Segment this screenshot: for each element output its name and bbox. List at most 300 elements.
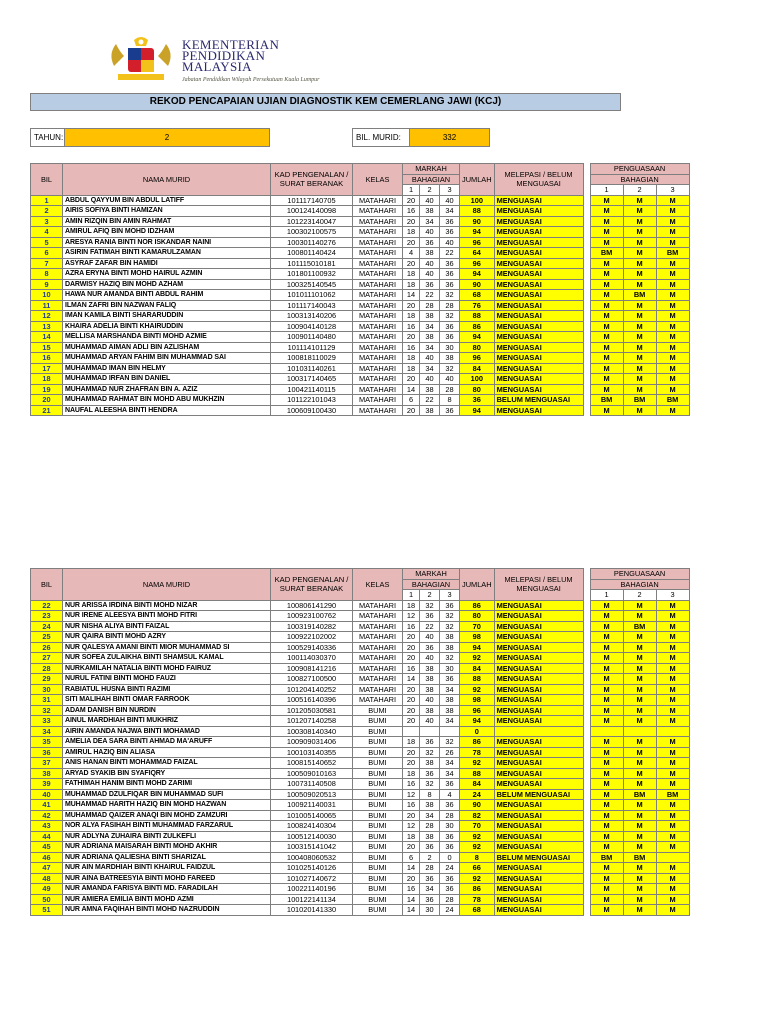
status: MENGUASAI (494, 684, 583, 695)
class-name: BUMI (353, 737, 403, 748)
mark-1: 20 (403, 374, 420, 385)
spacer (583, 621, 590, 632)
col-kelas: KELAS (353, 164, 403, 196)
mastery-2 (623, 726, 656, 737)
spacer (583, 600, 590, 611)
mastery-1: M (590, 884, 623, 895)
id-number: 101223140047 (271, 216, 353, 227)
class-name: BUMI (353, 726, 403, 737)
class-name: MATAHARI (353, 600, 403, 611)
mastery-2: M (623, 810, 656, 821)
status: MENGUASAI (494, 300, 583, 311)
class-name: MATAHARI (353, 269, 403, 280)
mark-3: 34 (440, 758, 460, 769)
class-name: MATAHARI (353, 642, 403, 653)
student-name: MUHAMMAD IRFAN BIN DANIEL (63, 374, 271, 385)
mark-3: 28 (440, 894, 460, 905)
status: MENGUASAI (494, 216, 583, 227)
spacer (583, 258, 590, 269)
id-number: 100827100500 (271, 674, 353, 685)
row-bil: 49 (31, 884, 63, 895)
student-name: AMIRUL HAZIQ BIN ALIASA (63, 747, 271, 758)
mark-2: 40 (420, 632, 440, 643)
id-number: 100408060532 (271, 852, 353, 863)
mastery-3: M (656, 342, 689, 353)
mark-3: 4 (440, 789, 460, 800)
mastery-2: M (623, 758, 656, 769)
col-penguasaan: PENGUASAAN (590, 164, 689, 175)
id-number: 101025140126 (271, 863, 353, 874)
table-row (31, 821, 690, 832)
class-name: MATAHARI (353, 216, 403, 227)
total: 66 (460, 863, 495, 874)
spacer (583, 737, 590, 748)
table-row (31, 206, 690, 217)
mark-3: 32 (440, 290, 460, 301)
mark-1: 20 (403, 258, 420, 269)
mastery-1: M (590, 632, 623, 643)
id-number: 100609100430 (271, 405, 353, 416)
mastery-1: M (590, 621, 623, 632)
mark-1: 20 (403, 758, 420, 769)
total: 94 (460, 405, 495, 416)
mastery-2: M (623, 216, 656, 227)
mark-1: 18 (403, 768, 420, 779)
mastery-1: M (590, 290, 623, 301)
col-melepasi: MELEPASI / BELUM MENGUASAI (494, 164, 583, 196)
status: MENGUASAI (494, 321, 583, 332)
col-p2: 2 (623, 590, 656, 601)
col-p1: 1 (590, 590, 623, 601)
table-row (31, 258, 690, 269)
spacer (583, 227, 590, 238)
mark-1: 16 (403, 342, 420, 353)
mark-3: 34 (440, 716, 460, 727)
total: 96 (460, 237, 495, 248)
mastery-3: M (656, 216, 689, 227)
class-name: MATAHARI (353, 227, 403, 238)
mastery-1: M (590, 800, 623, 811)
id-number: 101122101043 (271, 395, 353, 406)
mastery-3: M (656, 894, 689, 905)
table-row (31, 353, 690, 364)
mark-3: 36 (440, 332, 460, 343)
mark-3 (440, 726, 460, 737)
table-row (31, 810, 690, 821)
total: 88 (460, 768, 495, 779)
mastery-1: M (590, 684, 623, 695)
id-number: 100421140115 (271, 384, 353, 395)
mastery-1: M (590, 779, 623, 790)
spacer (583, 852, 590, 863)
mark-2: 38 (420, 831, 440, 842)
status: MENGUASAI (494, 195, 583, 206)
spacer (583, 873, 590, 884)
status: MENGUASAI (494, 632, 583, 643)
id-number: 100315141042 (271, 842, 353, 853)
mark-1: 20 (403, 300, 420, 311)
table-row (31, 768, 690, 779)
table-row (31, 674, 690, 685)
mastery-3: M (656, 674, 689, 685)
mark-2: 40 (420, 653, 440, 664)
results-table-2 (30, 568, 690, 916)
mark-1: 20 (403, 695, 420, 706)
mastery-2: M (623, 353, 656, 364)
status: MENGUASAI (494, 747, 583, 758)
total: 8 (460, 852, 495, 863)
row-bil: 7 (31, 258, 63, 269)
spacer (583, 248, 590, 259)
spacer (583, 863, 590, 874)
student-name: NUR AIN MARDHIAH BINTI KHAIRUL FAIDZUL (63, 863, 271, 874)
status: MENGUASAI (494, 894, 583, 905)
total: 92 (460, 653, 495, 664)
mastery-2: M (623, 716, 656, 727)
row-bil: 28 (31, 663, 63, 674)
mastery-2: M (623, 237, 656, 248)
mastery-3: M (656, 863, 689, 874)
class-name: MATAHARI (353, 363, 403, 374)
total: 92 (460, 842, 495, 853)
id-number: 100512140030 (271, 831, 353, 842)
student-name: NUR NISHA ALIYA BINTI FAIZAL (63, 621, 271, 632)
table-row (31, 789, 690, 800)
total: 100 (460, 374, 495, 385)
spacer (583, 405, 590, 416)
mastery-1: M (590, 674, 623, 685)
student-name: NURUL FATINI BINTI MOHD FAUZI (63, 674, 271, 685)
total: 92 (460, 873, 495, 884)
status: MENGUASAI (494, 905, 583, 916)
total: 84 (460, 363, 495, 374)
student-name: MUHAMMAD RAHMAT BIN MOHD ABU MUKHZIN (63, 395, 271, 406)
row-bil: 43 (31, 821, 63, 832)
student-name: AINUL MARDHIAH BINTI MUKHRIZ (63, 716, 271, 727)
class-name: MATAHARI (353, 237, 403, 248)
mastery-1: M (590, 863, 623, 874)
status: MENGUASAI (494, 863, 583, 874)
total: 98 (460, 632, 495, 643)
id-number: 100124140098 (271, 206, 353, 217)
mark-3: 0 (440, 852, 460, 863)
id-number: 100319140282 (271, 621, 353, 632)
table-row (31, 321, 690, 332)
mark-1: 16 (403, 206, 420, 217)
mark-2: 40 (420, 195, 440, 206)
student-name: NUR ADRIANA MAISARAH BINTI MOHD AKHIR (63, 842, 271, 853)
row-bil: 17 (31, 363, 63, 374)
class-name: BUMI (353, 842, 403, 853)
status: MENGUASAI (494, 384, 583, 395)
spacer (583, 206, 590, 217)
mastery-2: BM (623, 290, 656, 301)
total: 80 (460, 342, 495, 353)
mark-2: 34 (420, 363, 440, 374)
mark-1: 20 (403, 716, 420, 727)
mastery-1: M (590, 237, 623, 248)
mastery-3: M (656, 300, 689, 311)
id-number: 100509020513 (271, 789, 353, 800)
col-melepasi: MELEPASI / BELUM MENGUASAI (494, 569, 583, 601)
spacer (583, 800, 590, 811)
mastery-1: M (590, 831, 623, 842)
col-jumlah: JUMLAH (460, 164, 495, 196)
mastery-3: M (656, 842, 689, 853)
mastery-1: BM (590, 248, 623, 259)
status: MENGUASAI (494, 600, 583, 611)
total: 98 (460, 695, 495, 706)
class-name: MATAHARI (353, 674, 403, 685)
status: MENGUASAI (494, 831, 583, 842)
id-number: 101031140261 (271, 363, 353, 374)
mastery-1: M (590, 374, 623, 385)
id-number: 100122141134 (271, 894, 353, 905)
table-row (31, 905, 690, 916)
mark-2: 38 (420, 800, 440, 811)
table-row (31, 363, 690, 374)
mastery-3: M (656, 258, 689, 269)
mark-2: 28 (420, 300, 440, 311)
table-row (31, 279, 690, 290)
col-bil: BIL (31, 164, 63, 196)
status: MENGUASAI (494, 311, 583, 322)
mastery-2: M (623, 195, 656, 206)
class-name: BUMI (353, 810, 403, 821)
table-row (31, 195, 690, 206)
mastery-1: M (590, 789, 623, 800)
row-bil: 19 (31, 384, 63, 395)
id-number: 101117140705 (271, 195, 353, 206)
total: 70 (460, 621, 495, 632)
spacer (583, 279, 590, 290)
mark-1: 16 (403, 663, 420, 674)
spacer (583, 905, 590, 916)
id-number: 101204140252 (271, 684, 353, 695)
row-bil: 50 (31, 894, 63, 905)
mark-3: 8 (440, 395, 460, 406)
mastery-3: M (656, 311, 689, 322)
status: MENGUASAI (494, 674, 583, 685)
mastery-3: M (656, 747, 689, 758)
table-row (31, 695, 690, 706)
mastery-3: M (656, 810, 689, 821)
mark-1: 20 (403, 237, 420, 248)
total: 92 (460, 831, 495, 842)
status: MENGUASAI (494, 800, 583, 811)
mastery-2: M (623, 258, 656, 269)
row-bil: 46 (31, 852, 63, 863)
class-name: BUMI (353, 884, 403, 895)
row-bil: 41 (31, 800, 63, 811)
mastery-1: M (590, 332, 623, 343)
status: BELUM MENGUASAI (494, 789, 583, 800)
table-row (31, 758, 690, 769)
results-table-1 (30, 163, 690, 416)
student-name: NUR SOFEA ZULAIKHA BINTI SHAMSUL KAMAL (63, 653, 271, 664)
mark-1: 20 (403, 405, 420, 416)
mastery-1: M (590, 737, 623, 748)
mark-1: 16 (403, 621, 420, 632)
col-p-bahagian: BAHAGIAN (590, 579, 689, 590)
mastery-3 (656, 726, 689, 737)
mastery-1: M (590, 405, 623, 416)
mark-2 (420, 726, 440, 737)
total: 76 (460, 300, 495, 311)
mastery-3: M (656, 321, 689, 332)
student-name: KHAIRA ADELIA BINTI KHAIRUDDIN (63, 321, 271, 332)
id-number: 100302100575 (271, 227, 353, 238)
table-row (31, 621, 690, 632)
class-name: MATAHARI (353, 374, 403, 385)
mastery-1: M (590, 810, 623, 821)
total: 88 (460, 311, 495, 322)
class-name: MATAHARI (353, 353, 403, 364)
col-b2: 2 (420, 590, 440, 601)
student-name: AIRIS SOFIYA BINTI HAMIZAN (63, 206, 271, 217)
student-name: RABIATUL HUSNA BINTI RAZIMI (63, 684, 271, 695)
table-row (31, 395, 690, 406)
mark-3: 36 (440, 405, 460, 416)
spacer (583, 747, 590, 758)
student-name: HAWA NUR AMANDA BINTI ABDUL RAHIM (63, 290, 271, 301)
mastery-1: M (590, 227, 623, 238)
mastery-2: BM (623, 395, 656, 406)
mastery-1: M (590, 821, 623, 832)
mastery-2: M (623, 779, 656, 790)
mastery-2: M (623, 905, 656, 916)
student-name: ASYRAF ZAFAR BIN HAMIDI (63, 258, 271, 269)
mark-1: 4 (403, 248, 420, 259)
total: 86 (460, 321, 495, 332)
mastery-3: M (656, 332, 689, 343)
mark-2: 22 (420, 395, 440, 406)
row-bil: 18 (31, 374, 63, 385)
table-row (31, 300, 690, 311)
student-name: FATHIMAH HANIM BINTI MOHD ZARIMI (63, 779, 271, 790)
table-row (31, 831, 690, 842)
total: 92 (460, 758, 495, 769)
mark-3: 36 (440, 216, 460, 227)
mark-1: 20 (403, 632, 420, 643)
table-row (31, 894, 690, 905)
spacer (583, 789, 590, 800)
mark-3: 34 (440, 206, 460, 217)
col-b2: 2 (420, 185, 440, 196)
mastery-2: M (623, 663, 656, 674)
table-row (31, 342, 690, 353)
mastery-3: M (656, 206, 689, 217)
row-bil: 1 (31, 195, 63, 206)
row-bil: 30 (31, 684, 63, 695)
mark-3: 36 (440, 800, 460, 811)
row-bil: 32 (31, 705, 63, 716)
mastery-1 (590, 726, 623, 737)
total: 94 (460, 269, 495, 280)
row-bil: 37 (31, 758, 63, 769)
mark-3: 30 (440, 342, 460, 353)
total: 80 (460, 384, 495, 395)
mastery-1: M (590, 716, 623, 727)
table-row (31, 726, 690, 737)
row-bil: 23 (31, 611, 63, 622)
mark-3: 32 (440, 363, 460, 374)
student-name: AIRIN AMANDA NAJWA BINTI MOHAMAD (63, 726, 271, 737)
table-row (31, 747, 690, 758)
status: MENGUASAI (494, 758, 583, 769)
id-number: 100114030370 (271, 653, 353, 664)
mark-1: 6 (403, 395, 420, 406)
mastery-1: M (590, 611, 623, 622)
mastery-2: M (623, 863, 656, 874)
status: MENGUASAI (494, 810, 583, 821)
mastery-1: M (590, 705, 623, 716)
student-name: DARWISY HAZIQ BIN MOHD AZHAM (63, 279, 271, 290)
mastery-2: M (623, 248, 656, 259)
mark-3: 28 (440, 384, 460, 395)
mark-2: 40 (420, 716, 440, 727)
mastery-1: M (590, 206, 623, 217)
id-number: 100815140652 (271, 758, 353, 769)
spacer (583, 768, 590, 779)
mark-2: 34 (420, 216, 440, 227)
mastery-2: M (623, 800, 656, 811)
mark-1 (403, 726, 420, 737)
spacer (583, 653, 590, 664)
mastery-3: M (656, 873, 689, 884)
col-p1: 1 (590, 185, 623, 196)
mark-2: 38 (420, 206, 440, 217)
id-number: 100806141290 (271, 600, 353, 611)
mastery-3: M (656, 653, 689, 664)
mark-1: 18 (403, 269, 420, 280)
col-b1: 1 (403, 185, 420, 196)
mark-3: 24 (440, 905, 460, 916)
class-name: MATAHARI (353, 311, 403, 322)
table-row (31, 705, 690, 716)
col-bil: BIL (31, 569, 63, 601)
row-bil: 13 (31, 321, 63, 332)
spacer (583, 311, 590, 322)
student-name: NUR ADRIANA QALIESHA BINTI SHARIZAL (63, 852, 271, 863)
spacer (583, 842, 590, 853)
total: 90 (460, 800, 495, 811)
row-bil: 38 (31, 768, 63, 779)
mastery-3: M (656, 195, 689, 206)
mastery-2: M (623, 684, 656, 695)
class-name: BUMI (353, 894, 403, 905)
mastery-1: M (590, 353, 623, 364)
mastery-2: M (623, 374, 656, 385)
student-name: NUR QALESYA AMANI BINTI MIOR MUHAMMAD SI (63, 642, 271, 653)
mark-2: 38 (420, 311, 440, 322)
mark-1: 20 (403, 747, 420, 758)
student-name: NUR AINA BATREESYIA BINTI MOHD FAREED (63, 873, 271, 884)
row-bil: 31 (31, 695, 63, 706)
mark-1: 6 (403, 852, 420, 863)
student-name: NUR AMNA FAQIHAH BINTI MOHD NAZRUDDIN (63, 905, 271, 916)
row-bil: 25 (31, 632, 63, 643)
mastery-2: M (623, 227, 656, 238)
id-number: 101115010181 (271, 258, 353, 269)
mastery-1: M (590, 747, 623, 758)
total: 94 (460, 716, 495, 727)
mark-2: 40 (420, 695, 440, 706)
spacer (583, 611, 590, 622)
mark-3: 36 (440, 831, 460, 842)
mastery-3: BM (656, 248, 689, 259)
mastery-2: M (623, 384, 656, 395)
